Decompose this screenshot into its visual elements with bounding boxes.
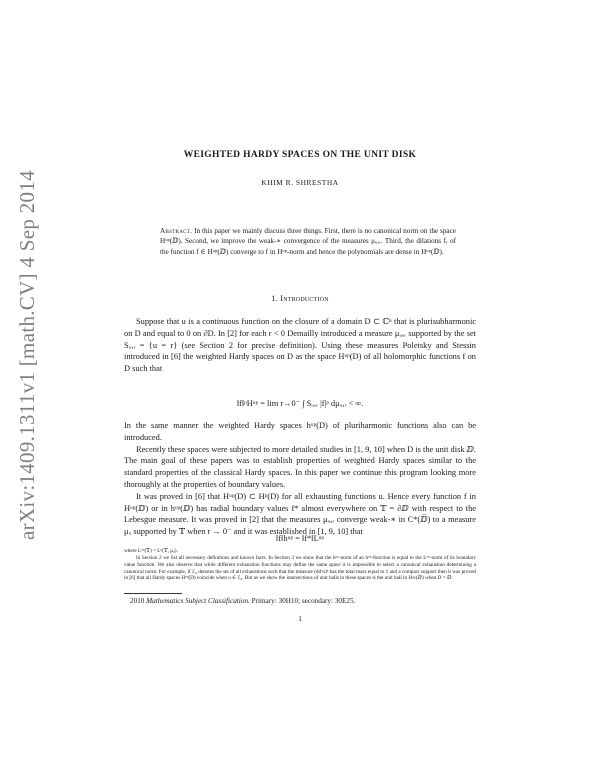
paragraph-5: where Lᵘᵖ(𝕋) = Lᵖ(𝕋, μᵤ). [124,548,178,554]
body-block-1 [124,316,476,375]
footnote [130,597,476,605]
section-name: Introduction [280,294,329,303]
paragraph-2: In the same manner the weighted Hardy spaces hᵘᵖ(D) of pluriharmonic functions also can be introduced. [124,421,476,442]
footnote-label: Mathematics Subject Classification. [146,597,250,605]
abstract-text: In this paper we mainly discuss three things. First, there is no canonical norm on the space Hᵘᵖ(ⅅ). Second, we improve the weak-∗ convergence of the measures μᵤ,ᵣ. Third, the dilations fᵣ of the function f ∈ Hᵘᵖ(ⅅ) converge to f in Hᵘᵖ-norm and hence the polynomials are dense in Hᵘᵖ(ⅅ). [160,227,456,256]
abstract-label: Abstract. [160,227,193,235]
paragraph-6: In Section 2 we list all necessary definitions and known facts. In Section 3 we show that the hᵘᵖ-norm of an hᵘᵖ-function is equal to the Lᵘᵖ-norm of its boundary value function. We also observe that while different exhaustion functions may define the same space it is impossible to select a canonical exhaustion determining a canonical norm. For example, if ℰ₀ denotes the set of all exhaustions such that the measure (ddᶜu)ⁿ has the total mass equal to 1 and a compact support then it was proved in [6] that all Hardy spaces Hᵘᵖ(D) coincide when u ∈ ℰ₀. But as we show the intersections of unit balls in these spaces is the unit ball in H∞(ⅅ) when D = ⅅ. [124,554,476,582]
footnote-year: 2010 [130,597,145,605]
paragraph-3: Recently these spaces were subjected to more detailed studies in [1, 9, 10] when D is the unit disk ⅅ. The main goal of these papers was to establish properties of weighted Hardy spaces similar to the standard properties of the classical Hardy spaces. In this paper we continue this program looking more thoroughly at the properties of boundary values. [124,444,476,489]
equation-hardy-norm-text: ‖f‖ᵖHᵘᵖ = lim r→0⁻ ∫ Sᵤ,ᵣ |f|ᵖ dμᵤ,ᵣ < ∞. [236,399,364,408]
section-heading [124,294,476,303]
footnote-divider [124,593,182,594]
body-block-3 [124,548,476,582]
abstract-block [160,226,456,257]
footnote-text: Primary: 30H10; secondary: 30E25. [251,597,356,605]
body-block-2 [124,420,476,538]
paragraph-4: It was proved in [6] that Hᵘᵖ(D) ⊂ Hᵖ(D) for all exhausting functions u. Hence every function f in Hᵘᵖ(ⅅ) or in hᵘᵖ(ⅅ) has radial boundary values f* almost everywhere on 𝕋 = ∂ⅅ with respect to the Lebesgue measure. It was proved in [2] that the measures μᵤ,ᵣ converge weak-∗ in C*(ⅅ̅) to a measure μᵤ supported by 𝕋 when r → 0⁻ and it was established in [1, 9, 10] that [124,491,476,537]
equation-hardy-norm [124,398,476,408]
paper-author: KHIM R. SHRESTHA [261,178,339,187]
page-number: 1 [298,615,302,623]
equation-boundary-norm-text: ‖f‖hᵘᵖ = ‖f*‖Lᵘᵖ [275,534,325,543]
equation-boundary-norm [124,534,476,543]
paragraph-1: Suppose that u is a continuous function on the closure of a domain D ⊂ ℂⁿ that is plurisubharmonic on D and equal to 0 on ∂D. In [2] for each r < 0 Demailly introduced a measure μᵤ,ᵣ supported by the set Sᵤ,ᵣ = {u = r} (see Section 2 for precise definition). Using these measures Poletsky and Stessin introduced in [6] the weighted Hardy spaces on D as the space Hᵘᵖ(D) of all holomorphic functions f on D such that [124,317,476,374]
section-number: 1. [271,294,278,303]
arxiv-identifier: arXiv:1409.1311v1 [math.CV] 4 Sep 2014 [15,170,39,540]
paper-title: WEIGHTED HARDY SPACES ON THE UNIT DISK [183,150,417,160]
